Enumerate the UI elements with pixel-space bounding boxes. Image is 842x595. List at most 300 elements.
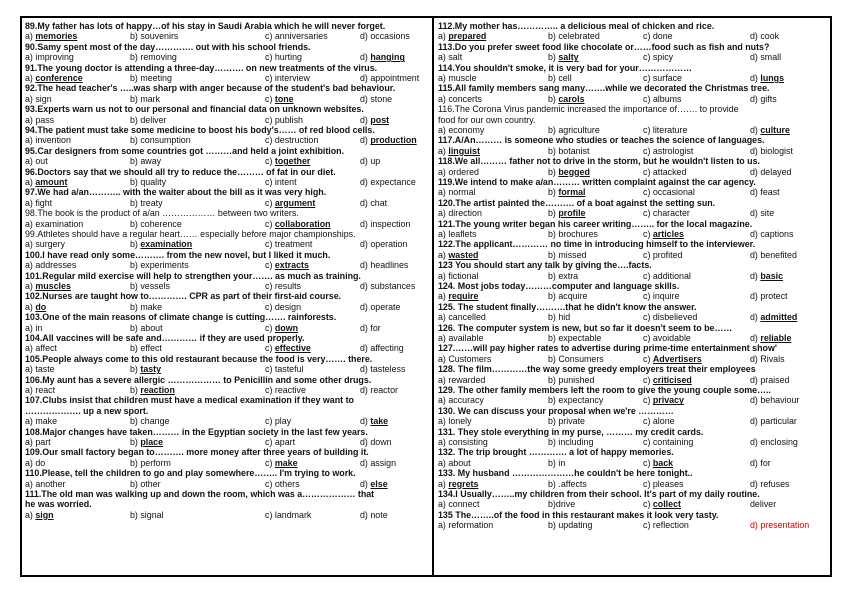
- option-label: b) vessels: [130, 280, 170, 291]
- question-text: My aunt has a severe allergic ……………… to Penicillin and some other drugs.: [42, 374, 372, 385]
- correct-answer: collaboration: [274, 218, 331, 229]
- question-number: 113.: [438, 41, 455, 52]
- option-label: a) connect: [438, 499, 480, 510]
- question-number: 129.: [438, 384, 456, 395]
- option-label: d) protect: [750, 291, 788, 302]
- question-114: [438, 63, 828, 73]
- option-label: deliver: [750, 499, 777, 510]
- option-b: [548, 437, 593, 447]
- option-d: [750, 437, 798, 447]
- options-row: [438, 458, 828, 468]
- option-label: b) removing: [130, 52, 177, 63]
- question-text: Nurses are taught how to…………. CPR as part of their first-aid course.: [42, 291, 342, 302]
- question-number: 99.: [25, 228, 38, 239]
- question-text: Doctors say that we should all try to reduce the……… of fat in our diet.: [37, 166, 336, 177]
- question-number: 124.: [438, 280, 456, 291]
- question-number: 102.: [25, 291, 43, 302]
- question-number: 111.: [25, 488, 42, 499]
- option-b: [548, 52, 579, 62]
- question-number: 117.: [438, 135, 455, 146]
- option-c: [265, 135, 318, 145]
- option-b: [130, 302, 162, 312]
- option-label: c): [265, 197, 275, 208]
- option-label: c) anniversaries: [265, 31, 328, 42]
- option-c: [265, 302, 301, 312]
- option-label: c): [265, 322, 275, 333]
- option-c: [643, 73, 682, 83]
- option-label: a) normal: [438, 187, 476, 198]
- correct-answer: down: [274, 322, 299, 333]
- options-row: [25, 156, 430, 166]
- right-column: [434, 18, 830, 575]
- option-c: [643, 499, 681, 509]
- option-label: a) concerts: [438, 93, 482, 104]
- question-text-continued: he was worried.: [25, 499, 92, 510]
- option-label: b) botanist: [548, 145, 590, 156]
- question-text: The book is the product of a/an ……………… between two writers.: [37, 208, 299, 219]
- option-c: [265, 323, 298, 333]
- option-c: [265, 510, 311, 520]
- question-100: [25, 250, 430, 260]
- question-text: Car designers from some countries got ………and held a joint exhibition.: [37, 145, 345, 156]
- options-row: [25, 281, 430, 291]
- option-label: b) about: [130, 322, 163, 333]
- options-row: [438, 479, 828, 489]
- options-row: [25, 177, 430, 187]
- question-text: The patient must take some medicine to boost his body's…… of red blood cells.: [37, 124, 375, 135]
- question-116: [438, 104, 828, 114]
- option-a: [438, 31, 486, 41]
- option-b: [130, 156, 161, 166]
- option-label: c) publish: [265, 114, 303, 125]
- option-d: [360, 343, 404, 353]
- question-text: We intend to make a/an……… written complaint against the car agency.: [454, 176, 756, 187]
- option-a: [438, 479, 478, 489]
- question-text: All vaccines will be safe and………… if they are used properly.: [42, 332, 305, 343]
- option-label: b) agriculture: [548, 125, 600, 135]
- option-a: [438, 229, 476, 239]
- option-c: [643, 167, 686, 177]
- question-text: We can discuss your proposal when we're …………: [455, 405, 674, 416]
- option-d: [360, 260, 408, 270]
- option-label: b) brochures: [548, 228, 598, 239]
- question-text: We all……… father not to drive in the storm, but he wouldn't listen to us.: [454, 156, 760, 167]
- options-row: [438, 395, 828, 405]
- options-row: [438, 291, 828, 301]
- options-row: [25, 73, 430, 83]
- option-b: [548, 479, 587, 489]
- option-label: c) apart: [265, 436, 296, 447]
- question-115: [438, 83, 828, 93]
- option-label: c) literature: [643, 125, 688, 135]
- options-row: [438, 229, 828, 239]
- question-119: [438, 177, 828, 187]
- option-d: [750, 31, 779, 41]
- question-number: 115.: [438, 83, 455, 94]
- option-c: [643, 312, 697, 322]
- option-d: [360, 156, 380, 166]
- option-label: b) treaty: [130, 197, 163, 208]
- option-label: c) pleases: [643, 478, 684, 489]
- option-c: [265, 177, 297, 187]
- correct-answer: effective: [274, 343, 311, 354]
- question-number: 108.: [25, 426, 43, 437]
- options-row: [25, 343, 430, 353]
- correct-answer: memories: [35, 31, 78, 42]
- option-label: d) reactor: [360, 384, 398, 395]
- option-label: c) intent: [265, 176, 297, 187]
- question-103: [25, 312, 430, 322]
- option-label: b) hid: [548, 312, 571, 323]
- option-b: [130, 52, 177, 62]
- option-b: [130, 281, 170, 291]
- option-c: [265, 94, 294, 104]
- question-105: [25, 354, 430, 364]
- option-label: a) out: [25, 156, 48, 167]
- option-label: d) presentation: [750, 520, 810, 531]
- option-label: c) reactive: [265, 384, 306, 395]
- question-text: The artist painted the………. of a boat against the setting sun.: [455, 197, 716, 208]
- options-row: [25, 323, 430, 333]
- options-row: [438, 520, 828, 530]
- option-c: [643, 416, 675, 426]
- correct-answer: post: [370, 114, 390, 125]
- option-label: c) design: [265, 301, 302, 312]
- option-label: a) invention: [25, 135, 71, 146]
- option-label: d) appointment: [360, 73, 420, 83]
- option-label: c) additional: [643, 270, 691, 281]
- option-c: [643, 437, 693, 447]
- option-b: [130, 385, 175, 395]
- correct-answer: collect: [652, 499, 681, 510]
- option-b: [548, 416, 585, 426]
- correct-answer: culture: [760, 125, 790, 135]
- option-d: [750, 52, 781, 62]
- option-label: b) quality: [130, 176, 167, 187]
- option-d: [360, 219, 410, 229]
- option-label: a): [438, 31, 449, 42]
- question-text: A/An……… is someone who studies or teaches the science of languages.: [454, 135, 765, 146]
- option-label: c) play: [265, 416, 292, 427]
- correct-answer: place: [140, 436, 164, 447]
- question-text-continued: ………………. up a new sport.: [25, 405, 149, 416]
- question-95: [25, 146, 430, 156]
- option-label: d) for: [750, 457, 771, 468]
- option-label: b) perform: [130, 457, 171, 468]
- option-label: b) missed: [548, 249, 587, 260]
- option-c: [265, 281, 301, 291]
- option-label: c) occasional: [643, 187, 695, 198]
- options-row: [25, 479, 430, 489]
- option-c: [643, 291, 680, 301]
- question-number: 100.: [25, 249, 43, 260]
- option-label: d) stone: [360, 93, 393, 104]
- option-label: d) biologist: [750, 145, 793, 156]
- option-b: [130, 510, 164, 520]
- option-b: [130, 73, 172, 83]
- option-c: [643, 187, 695, 197]
- option-label: a): [438, 145, 449, 156]
- option-d: [360, 364, 405, 374]
- question-number: 94.: [25, 124, 38, 135]
- question-text: All family members sang many…….while we decorated the Christmas tree.: [454, 83, 770, 94]
- option-label: c) attacked: [643, 166, 687, 177]
- option-a: [25, 135, 71, 145]
- question-132: [438, 447, 828, 457]
- option-label: d): [750, 312, 761, 323]
- option-label: a) available: [438, 332, 484, 343]
- option-b: [548, 395, 603, 405]
- option-label: d): [750, 332, 761, 343]
- option-a: [25, 437, 51, 447]
- option-label: c): [265, 260, 275, 271]
- option-label: b) away: [130, 156, 162, 167]
- question-118: [438, 156, 828, 166]
- option-b: [130, 416, 169, 426]
- question-number: 123: [438, 260, 453, 271]
- correct-answer: linguist: [448, 145, 480, 156]
- question-text: The young writer began his career writing…….. for the local magazine.: [455, 218, 753, 229]
- option-d: [360, 135, 417, 145]
- option-c: [643, 52, 673, 62]
- option-label: b) acquire: [548, 291, 588, 302]
- option-b: [130, 31, 178, 41]
- option-label: a) make: [25, 416, 58, 427]
- correct-answer: examination: [140, 239, 193, 250]
- question-number: 119.: [438, 176, 455, 187]
- option-c: [265, 260, 309, 270]
- correct-answer: sign: [35, 509, 54, 520]
- question-text: The applicant………… no time in introducing himself to the interviewer.: [455, 239, 756, 250]
- question-number: 135: [438, 509, 453, 520]
- option-label: a) muscle: [438, 73, 477, 83]
- option-label: d): [750, 270, 761, 281]
- option-label: b) consumption: [130, 135, 191, 146]
- question-text: The student finally……….that he didn't know the answer.: [455, 301, 697, 312]
- question-124: [438, 281, 828, 291]
- question-97: [25, 187, 430, 197]
- option-label: a): [438, 478, 449, 489]
- option-label: a): [25, 509, 36, 520]
- options-row: [438, 167, 828, 177]
- option-label: d): [360, 114, 371, 125]
- option-label: b) updating: [548, 520, 593, 531]
- correct-answer: reliable: [760, 332, 792, 343]
- option-label: c) astrologist: [643, 145, 694, 156]
- option-a: [438, 52, 462, 62]
- option-d: [750, 271, 783, 281]
- option-label: d): [360, 416, 371, 427]
- option-c: [643, 395, 684, 405]
- option-c: [643, 125, 687, 135]
- option-label: a) consisting: [438, 436, 488, 447]
- option-label: b) punished: [548, 374, 595, 385]
- option-c: [643, 94, 681, 104]
- option-b: [130, 94, 160, 104]
- option-b: [548, 375, 594, 385]
- option-c: [265, 52, 302, 62]
- option-label: a) ordered: [438, 166, 479, 177]
- option-b: [548, 73, 572, 83]
- option-b: [130, 177, 166, 187]
- option-c: [265, 219, 331, 229]
- option-a: [438, 94, 482, 104]
- question-text-continued: food for our own country.: [438, 114, 536, 125]
- question-text: The trip brought …………. a lot of happy memories.: [455, 447, 674, 458]
- option-label: c): [265, 93, 275, 104]
- question-110: [25, 468, 430, 478]
- question-text: My husband …………………he couldn't be here tonight..: [455, 468, 693, 479]
- option-label: d) for: [360, 322, 381, 333]
- option-label: b) celebrated: [548, 31, 600, 42]
- option-label: b) meeting: [130, 73, 172, 83]
- option-d: [750, 375, 789, 385]
- options-row: [25, 94, 430, 104]
- correct-answer: prepared: [448, 31, 487, 42]
- option-label: a) taste: [25, 364, 55, 375]
- option-b: [548, 333, 601, 343]
- options-row: [25, 135, 430, 145]
- option-c: [265, 156, 310, 166]
- option-label: a) Customers: [438, 353, 492, 364]
- option-a: [25, 219, 83, 229]
- question-129: [438, 385, 828, 395]
- option-label: a) improving: [25, 52, 74, 63]
- correct-answer: tone: [274, 93, 294, 104]
- question-number: 134.: [438, 488, 456, 499]
- option-d: [360, 510, 388, 520]
- option-label: b) in: [548, 457, 566, 468]
- option-b: [548, 291, 587, 301]
- option-label: b) signal: [130, 509, 164, 520]
- question-text: You should start any talk by giving the….facts.: [452, 260, 652, 271]
- options-row: [438, 499, 828, 509]
- option-b: [130, 437, 163, 447]
- option-label: a) accuracy: [438, 395, 484, 406]
- option-a: [438, 499, 479, 509]
- option-d: [750, 499, 776, 509]
- option-label: d): [360, 478, 371, 489]
- option-label: d) note: [360, 509, 388, 520]
- options-row: [25, 115, 430, 125]
- option-label: d) affecting: [360, 343, 404, 354]
- option-d: [360, 302, 400, 312]
- question-number: 132.: [438, 447, 456, 458]
- option-label: c) reflection: [643, 520, 689, 531]
- question-125: [438, 302, 828, 312]
- option-a: [25, 52, 74, 62]
- question-text: The other family members left the room to give the young couple some…..: [455, 384, 771, 395]
- option-d: [360, 281, 415, 291]
- option-label: c) albums: [643, 93, 682, 104]
- correct-answer: wasted: [448, 249, 479, 260]
- correct-answer: argument: [274, 197, 316, 208]
- question-134: [438, 489, 828, 499]
- option-label: c) disbelieved: [643, 312, 698, 323]
- option-label: d) captions: [750, 228, 794, 239]
- question-number: 89.: [25, 21, 38, 31]
- option-a: [438, 271, 478, 281]
- question-number: 105.: [25, 353, 43, 364]
- question-text: Athletes should have a regular heart…… especially before major championships.: [37, 228, 356, 239]
- options-row: [25, 52, 430, 62]
- option-label: d) refuses: [750, 478, 790, 489]
- option-label: d) site: [750, 208, 775, 219]
- option-label: a) fictional: [438, 270, 479, 281]
- correct-answer: articles: [652, 228, 684, 239]
- option-d: [750, 125, 790, 135]
- question-number: 97.: [25, 187, 38, 198]
- question-number: 110.: [25, 468, 42, 479]
- option-label: a) part: [25, 436, 51, 447]
- option-label: d) chat: [360, 197, 388, 208]
- option-label: d) tasteless: [360, 364, 406, 375]
- question-131: [438, 427, 828, 437]
- question-123: [438, 260, 828, 270]
- option-label: c) character: [643, 208, 690, 219]
- question-117: [438, 135, 828, 145]
- question-number: 120.: [438, 197, 456, 208]
- option-label: a) reformation: [438, 520, 494, 531]
- option-label: b) effect: [130, 343, 162, 354]
- question-104: [25, 333, 430, 343]
- option-label: b) expectancy: [548, 395, 604, 406]
- option-label: c) inquire: [643, 291, 680, 302]
- option-label: d) headlines: [360, 260, 409, 271]
- option-label: c) results: [265, 280, 301, 291]
- option-a: [438, 167, 479, 177]
- question-94: [25, 125, 430, 135]
- question-number: 128.: [438, 364, 456, 375]
- option-a: [25, 260, 76, 270]
- option-b: [548, 520, 592, 530]
- option-b: [548, 250, 586, 260]
- option-label: d) operate: [360, 301, 401, 312]
- option-label: a) surgery: [25, 239, 65, 250]
- option-d: [750, 395, 799, 405]
- correct-answer: amount: [35, 176, 68, 187]
- question-text: ……will pay higher rates to advertise during prime-time entertainment show': [455, 343, 777, 354]
- option-c: [265, 416, 291, 426]
- option-label: b) souvenirs: [130, 31, 179, 42]
- options-row: [438, 208, 828, 218]
- option-label: b) including: [548, 436, 594, 447]
- question-text: One of the main reasons of climate change is cutting……. rainforests.: [42, 312, 337, 323]
- option-c: [643, 333, 691, 343]
- question-text: The old man was walking up and down the room, which was a……………… that: [41, 488, 375, 499]
- option-c: [265, 239, 312, 249]
- correct-answer: conference: [35, 73, 83, 83]
- option-label: d) enclosing: [750, 436, 798, 447]
- option-b: [130, 364, 161, 374]
- option-label: a): [25, 31, 36, 42]
- option-a: [438, 437, 488, 447]
- question-112: [438, 21, 828, 31]
- option-a: [25, 343, 57, 353]
- option-b: [130, 198, 163, 208]
- question-106: [25, 375, 430, 385]
- correct-answer: else: [370, 478, 388, 489]
- option-b: [130, 458, 171, 468]
- question-number: 121.: [438, 218, 456, 229]
- question-number: 90.: [25, 41, 38, 52]
- question-102: [25, 291, 430, 301]
- option-label: a) another: [25, 478, 66, 489]
- question-107: [25, 395, 430, 405]
- question-92: [25, 83, 430, 93]
- option-label: c) surface: [643, 73, 682, 83]
- question-number: 126.: [438, 322, 456, 333]
